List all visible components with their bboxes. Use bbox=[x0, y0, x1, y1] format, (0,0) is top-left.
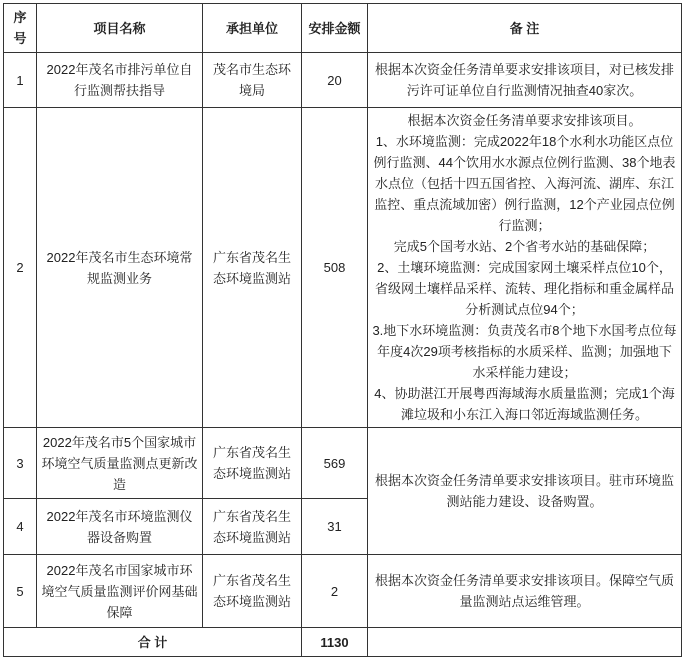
header-unit: 承担单位 bbox=[203, 4, 302, 53]
total-amount-cell: 1130 bbox=[302, 628, 368, 657]
remark-cell-merged bbox=[368, 428, 682, 555]
amount-cell: 31 bbox=[302, 499, 368, 555]
total-row bbox=[4, 628, 682, 657]
remark-cell bbox=[368, 108, 682, 428]
project-name-cell: 2022年茂名市排污单位自行监测帮扶指导 bbox=[37, 53, 203, 108]
header-amount: 安排金额 bbox=[302, 4, 368, 53]
table-row bbox=[4, 108, 682, 428]
budget-table bbox=[3, 3, 682, 657]
remark-paragraph: 1、水环境监测：完成2022年18个水利水功能区点位例行监测、44个饮用水水源点位例行监测、38个地表水点位（包括十四五国省控、入海河流、湖库、东江监控、重点流域加密）例行监测，12个产业园点位例行监测； bbox=[373, 134, 676, 233]
amount-cell: 569 bbox=[302, 428, 368, 499]
remark-paragraph: 4、协助湛江开展粤西海域海水质量监测；完成1个海滩垃圾和小东江入海口邻近海域监测任务。 bbox=[374, 386, 675, 422]
unit-cell: 广东省茂名生态环境监测站 bbox=[203, 428, 302, 499]
row-number-cell: 2 bbox=[4, 108, 37, 428]
remark-cell bbox=[368, 53, 682, 108]
remark-paragraph: 根据本次资金任务清单要求安排该项目。 bbox=[407, 113, 642, 128]
amount-cell: 508 bbox=[302, 108, 368, 428]
header-row bbox=[4, 4, 682, 53]
unit-cell: 广东省茂名生态环境监测站 bbox=[203, 499, 302, 555]
header-remark: 备 注 bbox=[368, 4, 682, 53]
unit-cell: 广东省茂名生态环境监测站 bbox=[203, 108, 302, 428]
project-name-cell: 2022年茂名市生态环境常规监测业务 bbox=[37, 108, 203, 428]
remark-paragraph: 根据本次资金任务清单要求安排该项目。保障空气质量监测站点运维管理。 bbox=[374, 573, 674, 609]
project-name-cell: 2022年茂名市国家城市环境空气质量监测评价网基础保障 bbox=[37, 555, 203, 628]
remark-cell bbox=[368, 555, 682, 628]
table-row bbox=[4, 428, 682, 499]
amount-cell: 20 bbox=[302, 53, 368, 108]
header-project-name: 项目名称 bbox=[37, 4, 203, 53]
total-label-cell: 合 计 bbox=[4, 628, 302, 657]
project-name-cell: 2022年茂名市环境监测仪器设备购置 bbox=[37, 499, 203, 555]
total-remark-cell bbox=[368, 628, 682, 657]
unit-cell: 广东省茂名生态环境监测站 bbox=[203, 555, 302, 628]
header-no: 序号 bbox=[4, 4, 37, 53]
remark-paragraph: 2、土壤环境监测：完成国家网土壤采样点位10个，省级网土壤样品采样、流转、理化指标和重金属样品分析测试点位94个； bbox=[374, 260, 674, 317]
remark-paragraph: 完成5个国考水站、2个省考水站的基础保障； bbox=[393, 239, 656, 254]
table-row bbox=[4, 555, 682, 628]
project-name-cell: 2022年茂名市5个国家城市环境空气质量监测点更新改造 bbox=[37, 428, 203, 499]
remark-paragraph: 3.地下水环境监测：负责茂名市8个地下水国考点位每年度4次29项考核指标的水质采样、监测；加强地下水采样能力建设； bbox=[372, 323, 677, 380]
table-row bbox=[4, 53, 682, 108]
row-number-cell: 5 bbox=[4, 555, 37, 628]
row-number-cell: 3 bbox=[4, 428, 37, 499]
amount-cell: 2 bbox=[302, 555, 368, 628]
remark-paragraph: 根据本次资金任务清单要求安排该项目，对已核发排污许可证单位自行监测情况抽查40家次。 bbox=[374, 62, 674, 98]
remark-paragraph: 根据本次资金任务清单要求安排该项目。驻市环境监测站能力建设、设备购置。 bbox=[374, 473, 674, 509]
row-number-cell: 4 bbox=[4, 499, 37, 555]
unit-cell: 茂名市生态环境局 bbox=[203, 53, 302, 108]
row-number-cell: 1 bbox=[4, 53, 37, 108]
